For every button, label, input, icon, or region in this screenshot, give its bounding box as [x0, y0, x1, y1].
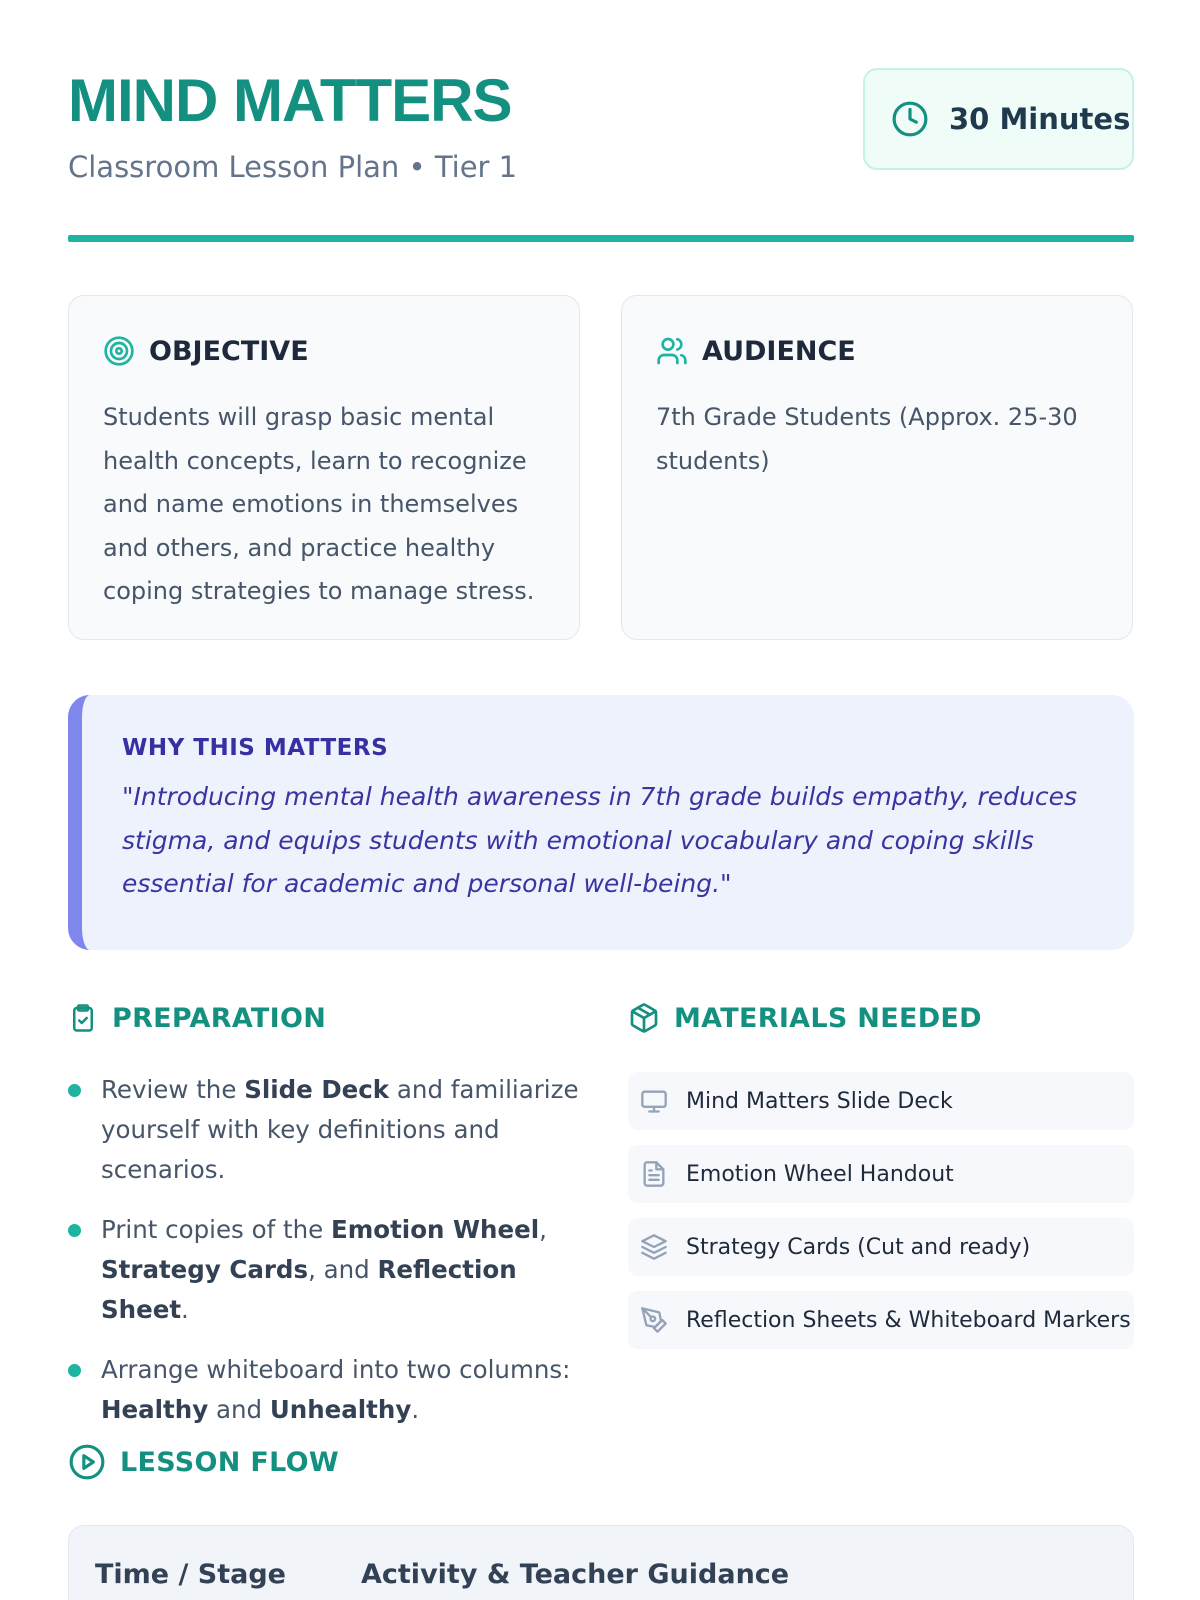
preparation-item: Print copies of the Emotion Wheel, Strategy Cards, and Reflection Sheet. — [68, 1210, 588, 1330]
preparation-list — [68, 1070, 588, 1450]
preparation-header — [68, 1002, 326, 1034]
table-header-time-stage: Time / Stage — [95, 1559, 286, 1590]
duration-label: 30 Minutes — [949, 102, 1131, 136]
package-icon — [628, 1002, 660, 1034]
audience-text: 7th Grade Students (Approx. 25-30 students) — [656, 403, 1078, 475]
clock-icon — [891, 100, 929, 138]
objective-card — [68, 295, 580, 640]
audience-card — [621, 295, 1133, 640]
lesson-flow-table — [68, 1525, 1134, 1600]
preparation-item: Review the Slide Deck and familiarize yourself with key definitions and scenarios. — [68, 1070, 588, 1190]
objective-heading: OBJECTIVE — [149, 335, 309, 367]
material-item — [628, 1145, 1134, 1203]
material-item — [628, 1072, 1134, 1130]
materials-heading: MATERIALS NEEDED — [674, 1002, 982, 1034]
lesson-flow-heading: LESSON FLOW — [120, 1446, 339, 1478]
table-header-activity: Activity & Teacher Guidance — [361, 1559, 790, 1590]
material-item — [628, 1218, 1134, 1276]
document-icon — [640, 1160, 668, 1188]
monitor-icon — [640, 1087, 668, 1115]
materials-list — [628, 1072, 1134, 1364]
why-quote: "Introducing mental health awareness in 7th grade builds empathy, reduces stigma, and equips students with emotional vocabulary and coping skills essential for academic and personal well-being." — [122, 782, 1077, 898]
page-subtitle: Classroom Lesson Plan • Tier 1 — [68, 150, 518, 184]
preparation-heading: PREPARATION — [112, 1002, 327, 1034]
duration-badge — [863, 68, 1134, 170]
header-divider — [68, 235, 1134, 242]
why-this-matters-callout — [68, 695, 1134, 950]
material-label: Mind Matters Slide Deck — [686, 1088, 953, 1114]
users-icon — [656, 335, 688, 367]
material-item — [628, 1291, 1134, 1349]
play-circle-icon — [68, 1443, 106, 1481]
audience-heading: AUDIENCE — [702, 335, 856, 367]
page-title: MIND MATTERS — [68, 67, 512, 134]
preparation-item: Arrange whiteboard into two columns: Healthy and Unhealthy. — [68, 1350, 588, 1430]
layers-icon — [640, 1233, 668, 1261]
material-label: Reflection Sheets & Whiteboard Markers — [686, 1307, 1131, 1333]
material-label: Strategy Cards (Cut and ready) — [686, 1234, 1031, 1260]
why-heading: WHY THIS MATTERS — [122, 735, 389, 761]
target-icon — [103, 335, 135, 367]
materials-header — [628, 1002, 982, 1034]
objective-text: Students will grasp basic mental health concepts, learn to recognize and name emotions in themselves and others, and practice healthy coping strategies to manage stress. — [103, 403, 535, 605]
lesson-flow-header — [68, 1443, 339, 1481]
pen-tool-icon — [640, 1306, 668, 1334]
material-label: Emotion Wheel Handout — [686, 1161, 954, 1187]
clipboard-check-icon — [68, 1002, 98, 1034]
